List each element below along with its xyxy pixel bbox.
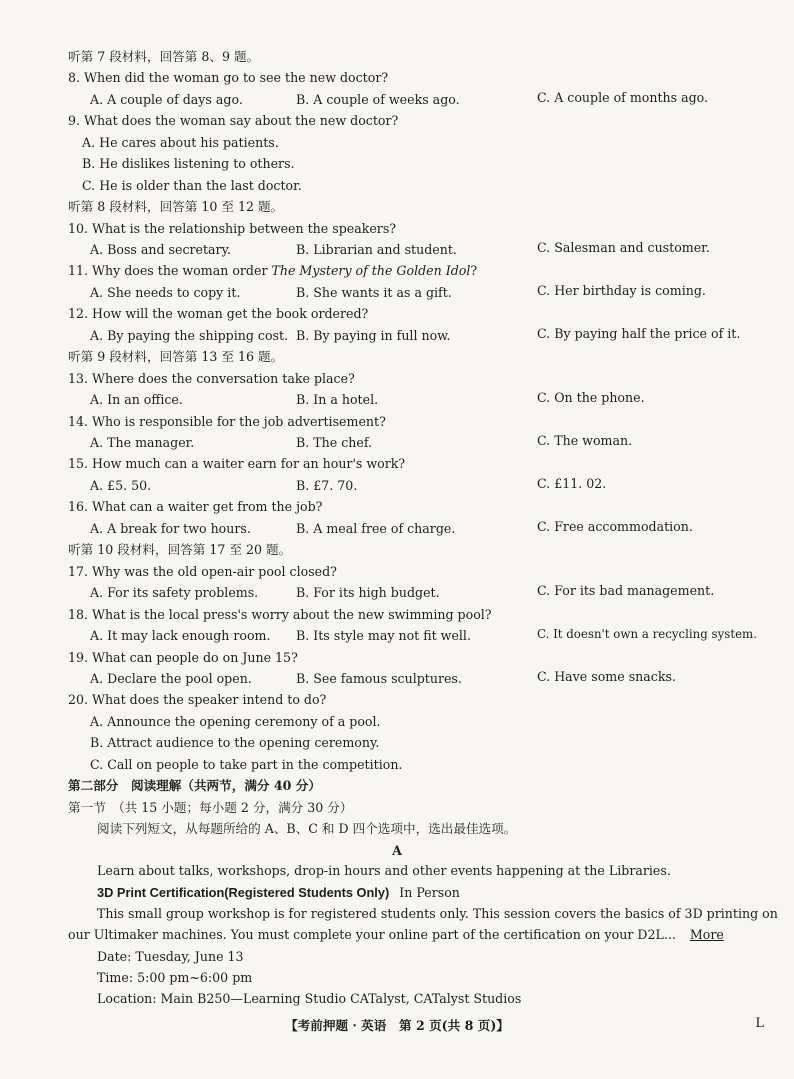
event-body-text: our Ultimaker machines. You must complete your online part of the certification on your D2L... (68, 927, 676, 942)
question-14-stem: 14. Who is responsible for the job advertisement? (68, 414, 386, 429)
question-10-option-b: B. Librarian and student. (296, 242, 457, 257)
question-18-stem: 18. What is the local press's worry about the new swimming pool? (68, 607, 492, 622)
question-14-option-c: C. The woman. (537, 433, 633, 448)
question-8-stem: 8. When did the woman go to see the new doctor? (68, 70, 389, 85)
question-19-option-b: B. See famous sculptures. (296, 671, 462, 686)
section-1-heading: 第一节 （共 15 小题；每小题 2 分，满分 30 分） (68, 800, 353, 815)
question-8-option-a: A. A couple of days ago. (90, 92, 243, 107)
question-10-option-a: A. Boss and secretary. (90, 242, 232, 257)
question-14-option-a: A. The manager. (90, 435, 195, 450)
question-13-option-a: A. In an office. (90, 392, 183, 407)
section-7-intro: 听第 7 段材料，回答第 8、9 题。 (68, 49, 260, 64)
corner-mark: L (755, 1016, 764, 1031)
question-11-option-a: A. She needs to copy it. (90, 285, 241, 300)
question-18-option-a: A. It may lack enough room. (90, 628, 271, 643)
question-17-option-a: A. For its safety problems. (90, 585, 259, 600)
question-11-stem (68, 263, 477, 279)
event-location: Location: Main B250—Learning Studio CATalyst, CATalyst Studios (97, 991, 522, 1006)
question-mark: ? (470, 263, 478, 278)
question-12-stem: 12. How will the woman get the book ordered? (68, 306, 369, 321)
event-time: Time: 5:00 pm~6:00 pm (97, 970, 253, 985)
event-mode: In Person (399, 885, 460, 900)
event-title: 3D Print Certification(Registered Students Only) (97, 885, 390, 900)
event-body-line-1: This small group workshop is for registered students only. This session covers the basics of 3D printing on (97, 906, 778, 921)
question-16-stem: 16. What can a waiter get from the job? (68, 499, 323, 514)
question-14-option-b: B. The chef. (296, 435, 373, 450)
event-title-row (97, 885, 460, 901)
event-date: Date: Tuesday, June 13 (97, 949, 244, 964)
question-13-option-b: B. In a hotel. (296, 392, 379, 407)
question-12-option-c: C. By paying half the price of it. (537, 326, 741, 341)
section-9-intro: 听第 9 段材料，回答第 13 至 16 题。 (68, 349, 284, 364)
question-15-option-a: A. £5. 50. (90, 478, 152, 493)
passage-intro: Learn about talks, workshops, drop-in hours and other events happening at the Libraries. (97, 863, 671, 878)
question-13-stem: 13. Where does the conversation take place? (68, 371, 355, 386)
event-body-line-2 (68, 927, 724, 943)
question-15-stem: 15. How much can a waiter earn for an hour's work? (68, 456, 406, 471)
question-15-option-c: C. £11. 02. (537, 476, 607, 491)
question-19-stem: 19. What can people do on June 15? (68, 650, 298, 665)
question-19-option-c: C. Have some snacks. (537, 669, 676, 684)
question-20-stem: 20. What does the speaker intend to do? (68, 692, 327, 707)
section-8-intro: 听第 8 段材料，回答第 10 至 12 题。 (68, 199, 284, 214)
question-18-option-b: B. Its style may not fit well. (296, 628, 471, 643)
question-16-option-b: B. A meal free of charge. (296, 521, 456, 536)
question-16-option-a: A. A break for two hours. (90, 521, 251, 536)
question-20-option-b: B. Attract audience to the opening ceremony. (90, 735, 380, 750)
question-8-option-b: B. A couple of weeks ago. (296, 92, 460, 107)
part-2-heading: 第二部分 阅读理解（共两节，满分 40 分） (68, 778, 321, 793)
page-footer: 【考前押题 · 英语 第 2 页(共 8 页)】 (285, 1018, 509, 1033)
question-20-option-a: A. Announce the opening ceremony of a pool. (90, 714, 381, 729)
question-17-stem: 17. Why was the old open-air pool closed? (68, 564, 337, 579)
question-9-stem: 9. What does the woman say about the new doctor? (68, 113, 399, 128)
question-17-option-c: C. For its bad management. (537, 583, 715, 598)
question-18-option-c: C. It doesn't own a recycling system. (537, 627, 757, 641)
question-9-option-a: A. He cares about his patients. (82, 135, 279, 150)
question-11-stem-text: 11. Why does the woman order (68, 263, 272, 278)
question-11-option-c: C. Her birthday is coming. (537, 283, 706, 298)
question-12-option-b: B. By paying in full now. (296, 328, 451, 343)
more-link[interactable]: More (689, 927, 724, 942)
instructions: 阅读下列短文，从每题所给的 A、B、C 和 D 四个选项中，选出最佳选项。 (97, 821, 517, 836)
question-15-option-b: B. £7. 70. (296, 478, 358, 493)
question-13-option-c: C. On the phone. (537, 390, 645, 405)
section-10-intro: 听第 10 段材料，回答第 17 至 20 题。 (68, 542, 292, 557)
question-10-option-c: C. Salesman and customer. (537, 240, 710, 255)
question-20-option-c: C. Call on people to take part in the competition. (90, 757, 403, 772)
question-9-option-b: B. He dislikes listening to others. (82, 156, 295, 171)
book-title: The Mystery of the Golden Idol (271, 263, 471, 278)
question-10-stem: 10. What is the relationship between the speakers? (68, 221, 397, 236)
question-11-option-b: B. She wants it as a gift. (296, 285, 452, 300)
passage-label: A (392, 843, 402, 858)
question-16-option-c: C. Free accommodation. (537, 519, 693, 534)
question-9-option-c: C. He is older than the last doctor. (82, 178, 302, 193)
question-19-option-a: A. Declare the pool open. (90, 671, 252, 686)
question-12-option-a: A. By paying the shipping cost. (90, 328, 289, 343)
question-8-option-c: C. A couple of months ago. (537, 90, 709, 105)
question-17-option-b: B. For its high budget. (296, 585, 440, 600)
